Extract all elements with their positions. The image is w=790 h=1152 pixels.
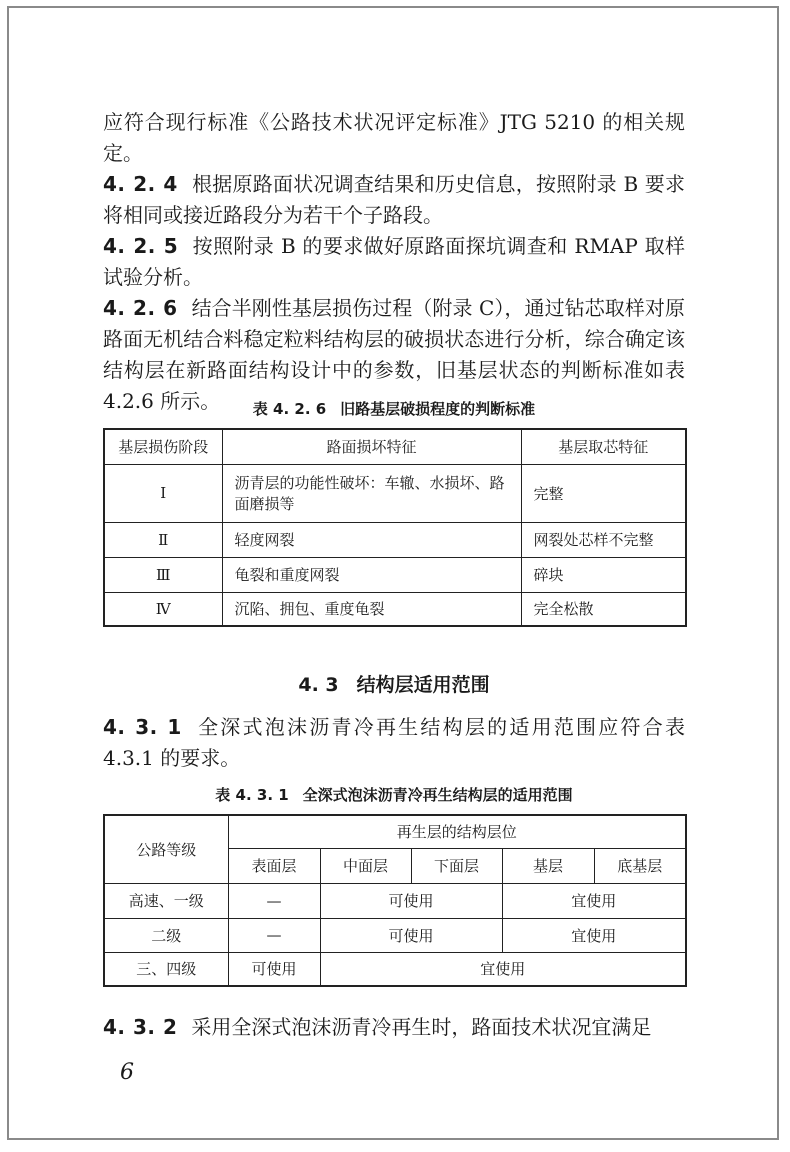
grade-header-cell: 公路等级: [104, 815, 228, 883]
grade-cell: 二级: [104, 918, 228, 952]
core-cell: 完整: [521, 464, 686, 522]
feature-cell: 龟裂和重度网裂: [222, 557, 521, 592]
section-4-3-heading: [103, 670, 685, 697]
stage-cell: Ⅳ: [104, 592, 222, 626]
table-header-row: [104, 429, 686, 464]
table-row: [104, 464, 686, 522]
section-title: 结构层适用范围: [356, 674, 490, 696]
page-number: 6: [120, 1060, 134, 1085]
table-4-2-6: [103, 428, 685, 627]
value-cell: 可使用: [228, 952, 320, 986]
group-header-cell: 再生层的结构层位: [228, 815, 686, 848]
core-cell: 完全松散: [521, 592, 686, 626]
caption-number: 表 4. 3. 1: [215, 786, 289, 804]
table-4-2-6-caption: [103, 398, 685, 419]
feature-cell: 沉陷、拥包、重度龟裂: [222, 592, 521, 626]
clause-text: 结合半刚性基层损伤过程（附录 C），通过钻芯取样对原路面无机结合料稳定粒料结构层的破损状态进行分析，综合确定该结构层在新路面结构设计中的参数，旧基层状态的判断标准如表 4.2.6 所示。: [103, 296, 685, 413]
clause-text: 采用全深式泡沫沥青冷再生时，路面技术状况宜满足: [191, 1015, 652, 1039]
feature-cell: 轻度网裂: [222, 522, 521, 557]
value-cell: —: [228, 918, 320, 952]
table-row: [104, 522, 686, 557]
value-cell: 宜使用: [502, 883, 686, 918]
value-cell: 宜使用: [320, 952, 686, 986]
clause-4-2-5: [103, 231, 685, 293]
value-cell: 可使用: [320, 918, 502, 952]
layer-header-cell: 表面层: [228, 848, 320, 883]
header-cell: 基层损伤阶段: [104, 429, 222, 464]
header-cell: 路面损坏特征: [222, 429, 521, 464]
caption-title: 旧路基层破损程度的判断标准: [340, 400, 536, 418]
layer-header-cell: 底基层: [594, 848, 686, 883]
layer-header-cell: 中面层: [320, 848, 411, 883]
value-cell: 可使用: [320, 883, 502, 918]
layer-header-cell: 下面层: [411, 848, 502, 883]
feature-cell: 沥青层的功能性破坏：车辙、水损坏、路面磨损等: [222, 464, 521, 522]
grade-cell: 三、四级: [104, 952, 228, 986]
value-cell: 宜使用: [502, 918, 686, 952]
clause-number: 4. 2. 4: [103, 172, 178, 196]
value-cell: —: [228, 883, 320, 918]
stage-cell: Ⅲ: [104, 557, 222, 592]
body-text-top: [103, 107, 685, 417]
section-number: 4. 3: [298, 674, 339, 696]
clause-number: 4. 2. 5: [103, 234, 179, 258]
core-cell: 网裂处芯样不完整: [521, 522, 686, 557]
clause-number: 4. 2. 6: [103, 296, 178, 320]
table-row: [104, 952, 686, 986]
clause-number: 4. 3. 1: [103, 715, 182, 739]
layer-header-cell: 基层: [502, 848, 594, 883]
caption-number: 表 4. 2. 6: [252, 400, 327, 418]
core-cell: 碎块: [521, 557, 686, 592]
intro-paragraph: 应符合现行标准《公路技术状况评定标准》JTG 5210 的相关规定。: [103, 110, 685, 165]
caption-title: 全深式泡沫沥青冷再生结构层的适用范围: [302, 786, 573, 804]
clause-4-3-1: [103, 712, 685, 774]
clause-number: 4. 3. 2: [103, 1015, 178, 1039]
clause-text: 按照附录 B 的要求做好原路面探坑调查和 RMAP 取样试验分析。: [103, 234, 685, 289]
header-cell: 基层取芯特征: [521, 429, 686, 464]
table-row: [104, 557, 686, 592]
stage-cell: Ⅰ: [104, 464, 222, 522]
clause-4-2-4: [103, 169, 685, 231]
stage-cell: Ⅱ: [104, 522, 222, 557]
table-header-row: [104, 815, 686, 848]
table-row: [104, 883, 686, 918]
clause-4-3-2: [103, 1012, 685, 1043]
table-row: [104, 592, 686, 626]
table-4-3-1: [103, 814, 685, 987]
table-row: [104, 918, 686, 952]
clause-text: 根据原路面状况调查结果和历史信息，按照附录 B 要求将相同或接近路段分为若干个子路段。: [103, 172, 685, 227]
clause-text: 全深式泡沫沥青冷再生结构层的适用范围应符合表 4.3.1 的要求。: [103, 715, 685, 770]
grade-cell: 高速、一级: [104, 883, 228, 918]
table-4-3-1-caption: [103, 784, 685, 805]
